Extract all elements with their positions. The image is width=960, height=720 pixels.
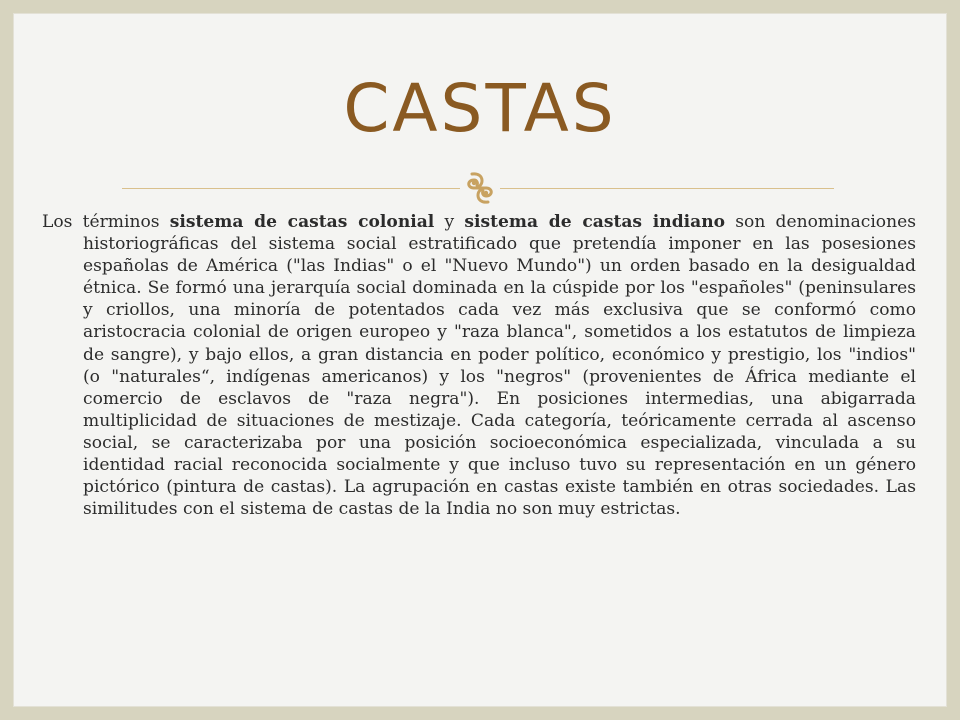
- body-paragraph: [42, 211, 916, 520]
- body-text-segment: Los términos: [42, 212, 170, 232]
- title-divider-right: [500, 188, 834, 189]
- term-indiano: sistema de castas indiano: [464, 212, 726, 232]
- title-divider-left: [122, 188, 460, 189]
- term-colonial: sistema de castas colonial: [169, 212, 435, 232]
- body-text-segment: y: [434, 212, 465, 232]
- fleuron-icon: [463, 168, 497, 208]
- slide-title: CASTAS: [343, 70, 617, 147]
- body-text-segment: son denominaciones historiográficas del sistema social estratificado que pretendía imponer en las posesiones españolas de América ("las Indias" o el "Nuevo Mundo") un orden basado en la desigualdad étnica. Se formó una jerarquía social dominada en la cúspide por los "españoles" (peninsulares y criollos, una minoría de potentados cada vez más exclusiva que se conformó como aristocracia colonial de origen europeo y "raza blanca", sometidos a los estatutos de limpieza de sangre), y bajo ellos, a gran distancia en poder político, económico y prestigio, los "indios" (o "naturales“, indígenas americanos) y los "negros" (provenientes de África mediante el comercio de esclavos de "raza negra"). En posiciones intermedias, una abigarrada multiplicidad de situaciones de mestizaje. Cada categoría, teóricamente cerrada al ascenso social, se caracterizaba por una posición socioeconómica especializada, vinculada a su identidad racial reconocida socialmente y que incluso tuvo su representación en un género pictórico (pintura de castas). La agrupación en castas existe también en otras sociedades. Las similitudes con el sistema de castas de la India no son muy estrictas.: [83, 212, 916, 520]
